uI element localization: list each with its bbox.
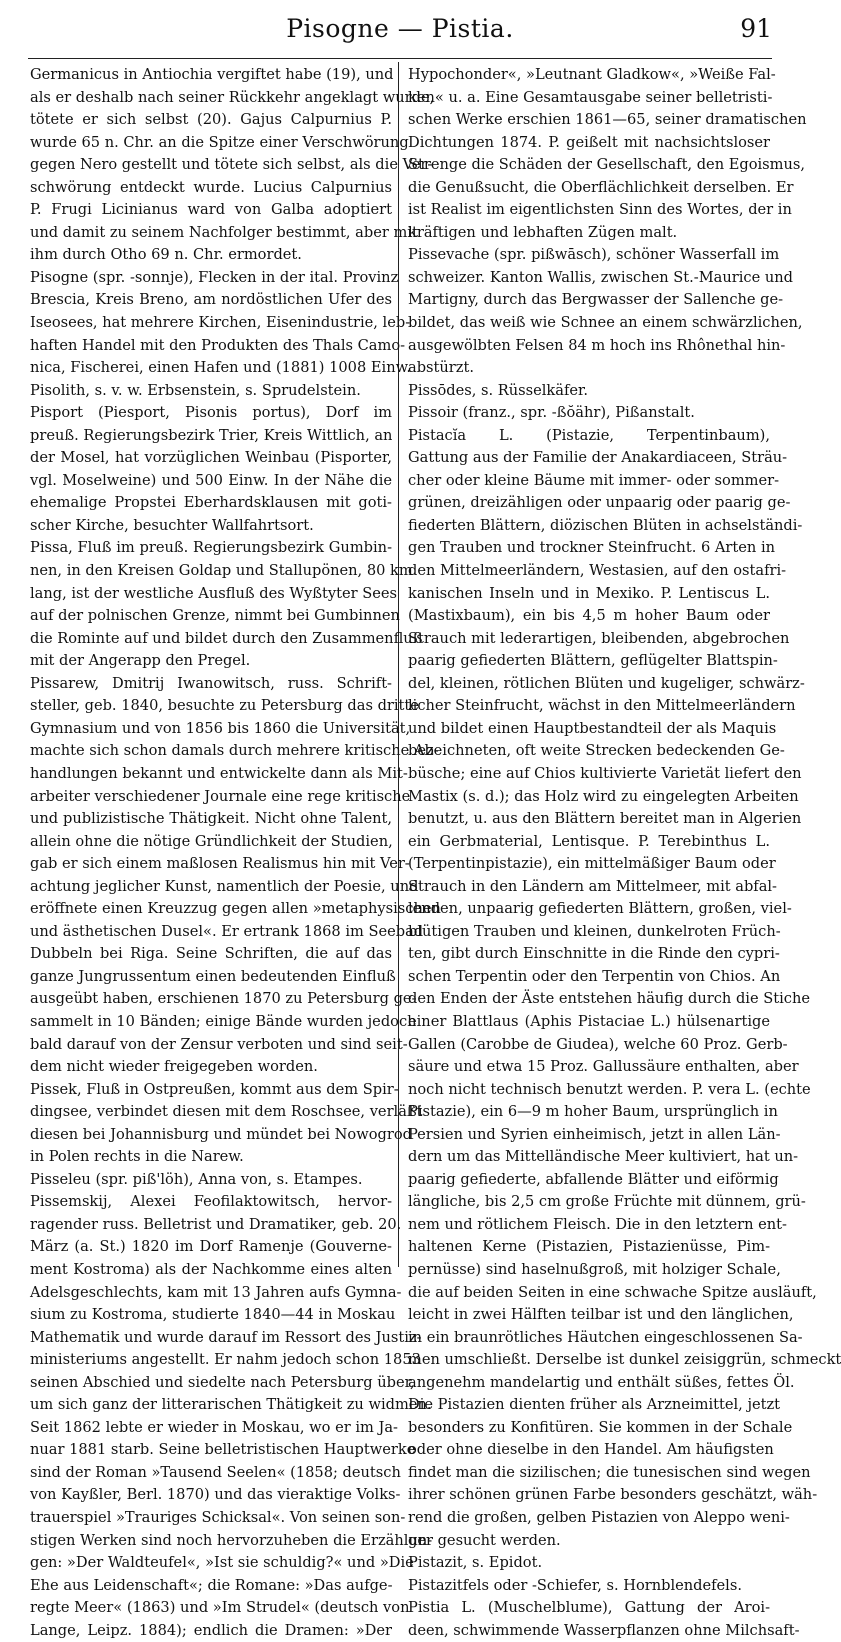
text-line: einer Blattlaus (Aphis Pistaciae L.) hülsenartige (408, 1012, 770, 1030)
text-line: Germanicus in Antiochia vergiftet habe (19), und (30, 66, 394, 83)
text-line: Gattung aus der Familie der Anakardiaceen, Sträu- (408, 449, 788, 467)
text-line: handlungen bekannt und entwickelte dann als Mit- (30, 764, 408, 782)
text-line: säure und etwa 15 Proz. Gallussäure enthalten, aber (408, 1058, 799, 1076)
text-line: Brescia, Kreis Breno, am nordöstlichen Ufer des (30, 291, 392, 309)
text-line: Mastix (s. d.); das Holz wird zu eingelegten Arbeiten (408, 787, 799, 805)
text-line: Lange, Leipz. 1884); endlich die Dramen: »Der (30, 1621, 392, 1639)
text-line: dingsee, verbindet diesen mit dem Roschsee, verläßt (30, 1103, 423, 1121)
text-line: tötete er sich selbst (20). Gajus Calpurnius P. (30, 111, 392, 129)
text-line: von Kayßler, Berl. 1870) und das vieraktige Volks- (30, 1486, 401, 1504)
text-line: haltenen Kerne (Pistazien, Pistazienüsse, Pim- (408, 1238, 770, 1256)
text-line: grünen, dreizähligen oder unpaarig oder paarig ge- (408, 494, 791, 512)
text-line: licher Steinfrucht, wächst in den Mittelmeerländern (408, 697, 796, 715)
text-line: Seit 1862 lebte er wieder in Moskau, wo er im Ja- (30, 1418, 398, 1436)
text-line: bildet, das weiß wie Schnee an einem schwärzlichen, (408, 314, 803, 332)
text-line: ist Realist im eigentlichsten Sinn des Wortes, der in (408, 201, 792, 219)
text-line: um sich ganz der litterarischen Thätigkeit zu widmen. (30, 1396, 432, 1414)
text-line: ausgewölbten Felsen 84 m hoch ins Rhônethal hin- (408, 336, 786, 354)
text-line: pernüsse) sind haselnußgroß, mit holziger Schale, (408, 1260, 781, 1278)
text-line: nuar 1881 starb. Seine belletristischen Hauptwerke (30, 1441, 416, 1459)
text-line: steller, geb. 1840, besuchte zu Petersburg das dritte (30, 697, 419, 715)
text-line: und bildet einen Hauptbestandteil der als Maquis (408, 719, 777, 737)
text-line: Dubbeln bei Riga. Seine Schriften, die auf das (30, 945, 392, 963)
text-line: die Rominte auf und bildet durch den Zusammenfluß (30, 629, 423, 647)
text-line: Strauch mit lederartigen, bleibenden, abgebrochen (408, 629, 790, 647)
text-line: Gymnasium und von 1856 bis 1860 die Universität, (30, 719, 411, 737)
text-line: fiederten Blättern, diözischen Blüten in achselständi- (408, 516, 803, 534)
text-line: kräftigen und lebhaften Zügen malt. (408, 223, 678, 241)
text-line: ken« u. a. Eine Gesamtausgabe seiner belletristi- (408, 88, 773, 106)
text-line: der Mosel, hat vorzüglichen Weinbau (Pisporter, (30, 449, 392, 467)
text-line: scher Kirche, besuchter Wallfahrtsort. (30, 516, 314, 534)
text-line: schen Werke erschien 1861—65, seiner dramatischen (408, 111, 807, 129)
text-line: regte Meer« (1863) und »Im Strudel« (deutsch von (30, 1599, 410, 1617)
text-line: cher oder kleine Bäume mit immer- oder sommer- (408, 471, 780, 489)
text-line: seinen Abschied und siedelte nach Petersburg über, (30, 1373, 415, 1391)
text-line: Pissek, Fluß in Ostpreußen, kommt aus dem Spir- (30, 1080, 399, 1098)
text-line: ministeriums angestellt. Er nahm jedoch schon 1853 (30, 1351, 421, 1369)
text-line: und ästhetischen Dusel«. Er ertrank 1868 im Seebad (30, 922, 424, 940)
text-line: allein ohne die nötige Gründlichkeit der Studien, (30, 832, 393, 850)
text-line: oder ohne dieselbe in den Handel. Am häufigsten (408, 1441, 774, 1459)
running-title: Pisogne — Pistia. (286, 14, 514, 43)
text-line: abstürzt. (408, 359, 474, 377)
text-line: (Mastixbaum), ein bis 4,5 m hoher Baum oder (408, 607, 770, 625)
text-line: preuß. Regierungsbezirk Trier, Kreis Wittlich, an (30, 426, 393, 444)
text-line: nica, Fischerei, einen Hafen und (1881) 1008 Einw. (30, 359, 411, 377)
text-line: ment Kostroma) als der Nachkomme eines alten (30, 1260, 392, 1278)
text-line: den Enden der Äste entstehen häufig durch die Stiche (408, 990, 810, 1008)
text-line: eröffnete einen Kreuzzug gegen allen »metaphysischen (30, 900, 441, 918)
text-line: gen: »Der Waldteufel«, »Ist sie schuldig?« und »Die (30, 1554, 414, 1572)
text-line: Persien und Syrien einheimisch, jetzt in allen Län- (408, 1125, 781, 1143)
page-number: 91 (740, 14, 772, 43)
text-line: (Terpentinpistazie), ein mittelmäßiger Baum oder (408, 855, 776, 873)
text-line: sium zu Kostroma, studierte 1840—44 in Moskau (30, 1306, 396, 1324)
text-line: Pistazitfels oder -Schiefer, s. Hornblendefels. (408, 1576, 742, 1594)
text-line: angenehm mandelartig und enthält süßes, fettes Öl. (408, 1373, 795, 1391)
text-line: Mathematik und wurde darauf im Ressort des Justiz- (30, 1328, 422, 1346)
text-line: bald darauf von der Zensur verboten und sind seit- (30, 1035, 408, 1053)
text-line: haften Handel mit den Produkten des Thals Camo- (30, 336, 406, 354)
text-line: auf der polnischen Grenze, nimmt bei Gumbinnen (30, 607, 400, 625)
text-line: Dichtungen 1874. P. geißelt mit nachsichtsloser (408, 133, 770, 151)
text-line: ten, gibt durch Einschnitte in die Rinde den cypri- (408, 945, 780, 963)
text-line: Strauch in den Ländern am Mittelmeer, mit abfal- (408, 877, 777, 895)
text-line: Pisolith, s. v. w. Erbsenstein, s. Sprudelstein. (30, 381, 361, 399)
text-line: trauerspiel »Trauriges Schicksal«. Von seinen son- (30, 1509, 406, 1526)
text-line: längliche, bis 2,5 cm große Früchte mit dünnem, grü- (408, 1193, 806, 1211)
text-line: wurde 65 n. Chr. an die Spitze einer Verschwörung (30, 133, 409, 151)
text-line: ehemalige Propstei Eberhardsklausen mit goti- (30, 494, 392, 512)
text-line: Ehe aus Leidenschaft«; die Romane: »Das aufge- (30, 1576, 393, 1594)
text-line: ein Gerbmaterial, Lentisque. P. Terebinthus L. (408, 832, 770, 850)
text-line: März (a. St.) 1820 im Dorf Ramenje (Gouverne- (30, 1238, 392, 1256)
text-line: und publizistische Thätigkeit. Nicht ohne Talent, (30, 810, 392, 828)
text-line: die Genußsucht, die Oberflächlichkeit derselben. Er (408, 178, 794, 196)
text-line: Pistacĭa L. (Pistazie, Terpentinbaum), (408, 426, 770, 444)
text-line: rend die großen, gelben Pistazien von Aleppo weni- (408, 1509, 790, 1526)
text-line: machte sich schon damals durch mehrere kritische Ab- (30, 742, 439, 760)
text-line: Pistazie), ein 6—9 m hoher Baum, ursprünglich in (408, 1103, 778, 1121)
text-line: ger gesucht werden. (408, 1531, 561, 1549)
text-line: mit der Angerapp den Pregel. (30, 652, 251, 670)
text-line: sind der Roman »Tausend Seelen« (1858; deutsch (30, 1463, 401, 1481)
text-line: diesen bei Johannisburg und mündet bei Nowogrod (30, 1125, 412, 1143)
text-line: Pistazit, s. Epidot. (408, 1554, 543, 1572)
text-line: Pisogne (spr. -sonnje), Flecken in der ital. Provinz (30, 268, 399, 286)
text-line: blütigen Trauben und kleinen, dunkelroten Früch- (408, 922, 781, 940)
text-line: gab er sich einem maßlosen Realismus hin mit Ver- (30, 855, 410, 873)
text-line: ihm durch Otho 69 n. Chr. ermordet. (30, 246, 302, 264)
text-line: Adelsgeschlechts, kam mit 13 Jahren aufs Gymna- (30, 1283, 402, 1301)
text-line: achtung jeglicher Kunst, namentlich der Poesie, und (30, 877, 419, 895)
text-line: büsche; eine auf Chios kultivierte Varietät liefert den (408, 764, 802, 782)
text-line: findet man die sizilischen; die tunesischen sind wegen (408, 1463, 811, 1481)
text-line: Martigny, durch das Bergwasser der Sallenche ge- (408, 291, 784, 309)
text-line: ihrer schönen grünen Farbe besonders geschätzt, wäh- (408, 1486, 818, 1504)
text-line: leicht in zwei Hälften teilbar ist und den länglichen, (408, 1306, 794, 1324)
text-line: nen, in den Kreisen Goldap und Stallupönen, 80 km (30, 562, 413, 580)
text-line: dem nicht wieder freigegeben worden. (30, 1058, 318, 1076)
text-line: stigen Werken sind noch hervorzuheben die Erzählun- (30, 1531, 433, 1549)
text-line: ganze Jungrussentum einen bedeutenden Einfluß (30, 967, 396, 985)
text-line: ragender russ. Belletrist und Dramatiker, geb. 20. (30, 1215, 402, 1233)
text-line: den Mittelmeerländern, Westasien, auf den ostafri- (408, 562, 787, 580)
text-line: vgl. Moselweine) und 500 Einw. In der Nähe die (30, 471, 392, 489)
text-line: Strenge die Schäden der Gesellschaft, den Egoismus, (408, 156, 806, 174)
text-line: dern um das Mittelländische Meer kultiviert, hat un- (408, 1148, 799, 1166)
text-line: benutzt, u. aus den Blättern bereitet man in Algerien (408, 810, 802, 828)
text-line: Pissōdes, s. Rüsselkäfer. (408, 381, 589, 399)
text-line: P. Frugi Licinianus ward von Galba adoptiert (30, 201, 392, 219)
text-line: schweizer. Kanton Wallis, zwischen St.-Maurice und (408, 268, 794, 286)
text-line: gen Trauben und trockner Steinfrucht. 6 Arten in (408, 539, 776, 557)
text-line: nem und rötlichem Fleisch. Die in den letztern ent- (408, 1215, 787, 1233)
text-line: bezeichneten, oft weite Strecken bedeckenden Ge- (408, 742, 785, 760)
text-line: deen, schwimmende Wasserpflanzen ohne Milchsaft- (408, 1621, 800, 1639)
text-line: in ein braunrötliches Häutchen eingeschlossenen Sa- (408, 1328, 803, 1346)
text-line: men umschließt. Derselbe ist dunkel zeisiggrün, schmeckt (408, 1351, 841, 1369)
text-line: Pissarew, Dmitrij Iwanowitsch, russ. Schrift- (30, 674, 392, 692)
text-line: lang, ist der westliche Ausfluß des Wyßtyter Sees (30, 584, 398, 602)
text-line: del, kleinen, rötlichen Blüten und kugeliger, schwärz- (408, 674, 805, 692)
text-line: und damit zu seinem Nachfolger bestimmt, aber mit (30, 223, 418, 241)
text-line: schwörung entdeckt wurde. Lucius Calpurnius (30, 178, 392, 196)
text-line: sammelt in 10 Bänden; einige Bände wurden jedoch (30, 1012, 417, 1030)
text-line: Die Pistazien dienten früher als Arzneimittel, jetzt (408, 1396, 781, 1414)
text-line: Gallen (Carobbe de Giudea), welche 60 Proz. Gerb- (408, 1035, 788, 1053)
text-line: besonders zu Konfitüren. Sie kommen in der Schale (408, 1418, 793, 1436)
text-line: noch nicht technisch benutzt werden. P. vera L. (echte (408, 1080, 811, 1098)
text-line: Pisseleu (spr. piß'löh), Anna von, s. Etampes. (30, 1170, 363, 1188)
text-line: lenden, unpaarig gefiederten Blättern, großen, viel- (408, 900, 792, 918)
text-line: in Polen rechts in die Narew. (30, 1148, 244, 1166)
text-line: die auf beiden Seiten in eine schwache Spitze ausläuft, (408, 1283, 817, 1301)
header-rule (28, 58, 772, 59)
right-column (408, 64, 841, 1642)
text-line: paarig gefiederte, abfallende Blätter und eiförmig (408, 1170, 779, 1188)
text-line: Pisport (Piesport, Pisonis portus), Dorf im (30, 404, 392, 422)
text-line: Pissa, Fluß im preuß. Regierungsbezirk Gumbin- (30, 539, 392, 557)
text-line: als er deshalb nach seiner Rückkehr angeklagt wurde, (30, 88, 435, 106)
text-line: arbeiter verschiedener Journale eine rege kritische (30, 787, 411, 805)
text-line: paarig gefiederten Blättern, geflügelter Blattspin- (408, 652, 778, 670)
text-line: gegen Nero gestellt und tötete sich selbst, als die Ver- (30, 156, 433, 174)
text-line: ausgeübt haben, erschienen 1870 zu Petersburg ge- (30, 990, 417, 1008)
text-line: Pissevache (spr. pißwāsch), schöner Wasserfall im (408, 246, 780, 264)
text-line: Pissemskij, Alexei Feofilaktowitsch, hervor- (30, 1193, 392, 1211)
text-line: Pistia L. (Muschelblume), Gattung der Aroi- (408, 1599, 770, 1617)
text-line: schen Terpentin oder den Terpentin von Chios. An (408, 967, 781, 985)
text-line: Pissoir (franz., spr. -ßŏähr), Pißanstalt. (408, 404, 695, 422)
text-line: kanischen Inseln und in Mexiko. P. Lentiscus L. (408, 584, 770, 602)
text-line: Hypochonder«, »Leutnant Gladkow«, »Weiße Fal- (408, 66, 776, 83)
page-header (28, 10, 772, 50)
text-line: Iseosees, hat mehrere Kirchen, Eisenindustrie, leb- (30, 314, 411, 332)
